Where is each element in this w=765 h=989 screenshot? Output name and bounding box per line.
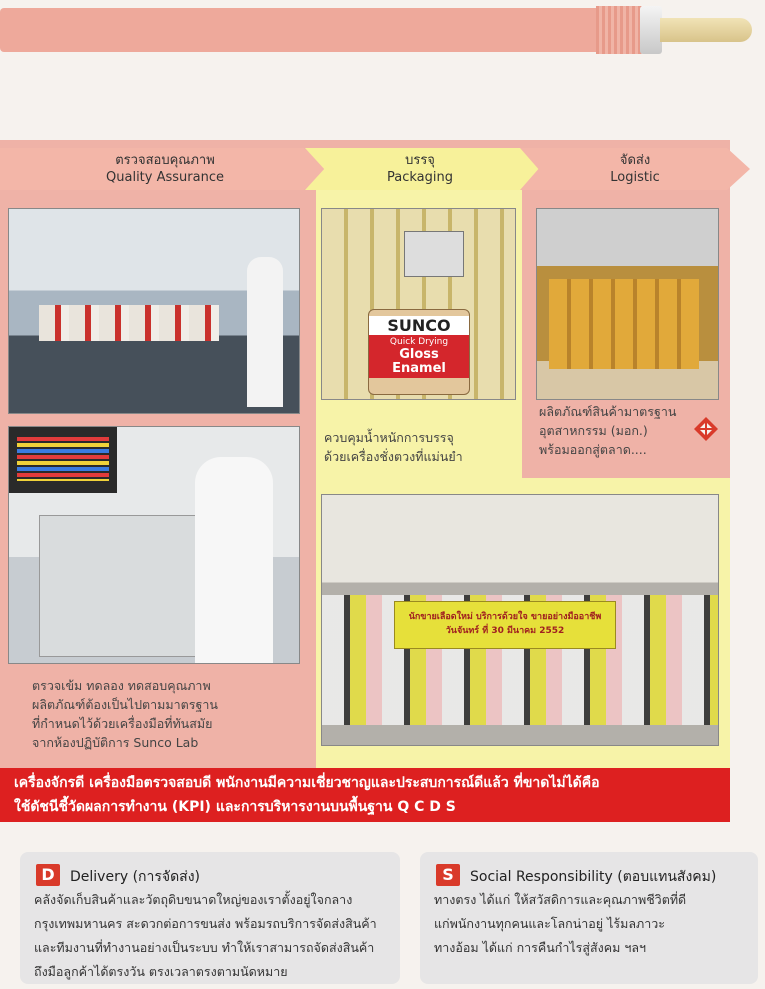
paint-brush-icon (660, 18, 752, 42)
lab-technician-figure (247, 257, 283, 407)
can-label-line1: Quick Drying (389, 337, 449, 347)
team-banner-line2: วันจันทร์ ที่ 30 มีนาคม 2552 (445, 626, 565, 636)
heading-quality-thai: ตรวจสอบคุณภาพ (115, 153, 215, 168)
tisi-standard-logo (693, 416, 719, 442)
color-chart-inset (9, 427, 117, 493)
heading-packaging-en: Packaging (387, 170, 453, 185)
qcds-banner-line2: ใช้ดัชนีชี้วัดผลการทำงาน (KPI) และการบริหารงานบนพื้นฐาน Q C D S (14, 799, 456, 815)
brush-ferrule (640, 6, 662, 54)
lab-machine-photo (8, 426, 300, 664)
heading-quality (40, 152, 290, 186)
paint-brush-stroke (0, 8, 640, 52)
warehouse-photo (536, 208, 719, 400)
heading-logistic-en: Logistic (610, 170, 660, 185)
heading-logistic (545, 152, 725, 186)
social-letter-badge: S (436, 864, 460, 886)
heading-packaging (330, 152, 510, 186)
team-banner-line1: นักขายเลือดใหม่ บริการด้วยใจ ขายอย่างมืออาชีพ (408, 612, 602, 622)
team-banner (394, 601, 616, 649)
paint-can (368, 309, 470, 395)
paint-samples (39, 305, 219, 341)
delivery-title: Delivery (การจัดส่ง) (70, 869, 201, 885)
caption-packaging: ควบคุมน้ำหนักการบรรจุ ด้วยเครื่องชั่งตวงที่แม่นยำ (324, 430, 463, 464)
can-label-line2: Gloss (399, 347, 439, 362)
can-label (369, 335, 469, 378)
packaging-photo (321, 208, 516, 400)
qcds-banner-line1: เครื่องจักรดี เครื่องมือตรวจสอบดี พนักงานมีความเชี่ยวชาญและประสบการณ์ดีแล้ว ที่ขาดไม่ได้คือ (14, 775, 600, 791)
social-text: ทางตรง ได้แก่ ให้สวัสดิการและคุณภาพชีวิตที่ดี แก่พนักงานทุกคนและโลกน่าอยู่ ไร้มลภาวะ ทางอ้อม ได้แก่ การคืนกำไรสู่สังคม ฯลฯ (434, 892, 687, 955)
social-title: Social Responsibility (ตอบแทนสังคม) (470, 869, 717, 885)
caption-logistic: ผลิตภัณฑ์สินค้ามาตรฐาน อุตสาหกรรม (มอก.) พร้อมออกสู่ตลาด.... (539, 404, 677, 457)
caption-lab: ตรวจเข้ม ทดลอง ทดสอบคุณภาพ ผลิตภัณฑ์ต้องเป็นไปตามมาตรฐาน ที่กำหนดไว้ด้วยเครื่องมือที่ทันสมัย จากห้องปฏิบัติการ Sunco Lab (32, 678, 218, 750)
brush-bristles (596, 6, 642, 54)
can-label-line3: Enamel (392, 361, 446, 376)
stacked-boxes (549, 279, 699, 369)
heading-packaging-thai: บรรจุ (405, 153, 435, 168)
social-box (420, 852, 758, 984)
team-photo (321, 494, 719, 746)
heading-logistic-thai: จัดส่ง (619, 153, 651, 168)
can-brand: SUNCO (369, 316, 469, 335)
technician-figure (195, 457, 273, 663)
weighing-scale-icon (404, 231, 464, 277)
testing-machine (39, 515, 221, 657)
delivery-letter-badge: D (36, 864, 60, 886)
heading-quality-en: Quality Assurance (106, 170, 224, 185)
quality-lab-photo (8, 208, 300, 414)
delivery-box (20, 852, 400, 984)
delivery-text: คลังจัดเก็บสินค้าและวัตถุดิบขนาดใหญ่ของเราตั้งอยู่ใจกลาง กรุงเทพมหานคร สะดวกต่อการขนส่ง พร้อมรถบริการจัดส่งสินค้า และทีมงานที่ทำงานอย่างเป็นระบบ ทำให้เราสามารถจัดส่งสินค้า ถึงมือลูกค้าได้ตรงวัน ตรงเวลาตรงตามนัดหมาย (34, 892, 377, 979)
qcds-banner (0, 768, 730, 822)
